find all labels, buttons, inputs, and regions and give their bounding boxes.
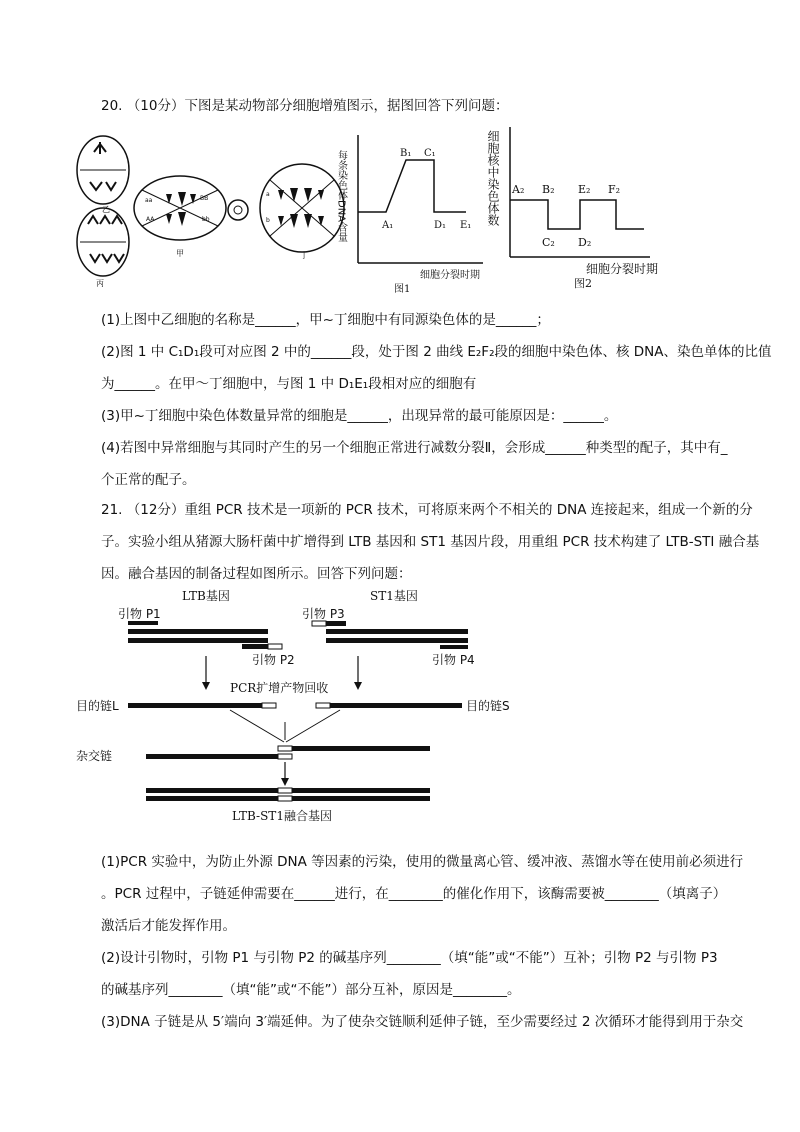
label-bb: bb	[202, 216, 210, 223]
q21-line-4: (2)设计引物时，引物 P1 与引物 P2 的碱基序列________（填“能”或“不能”）互补；引物 P2 与引物 P3	[101, 950, 718, 966]
chain-s-label: 目的链S	[466, 699, 510, 713]
q21-line-2: 。PCR 过程中，子链延伸需要在______进行，在________的催化作用下，该酶需要被________（填离子）	[101, 886, 727, 902]
pcr-recover-label: PCR扩增产物回收	[230, 681, 329, 695]
label-ding: 丁	[300, 251, 308, 260]
fusion-gene-label: LTB-ST1融合基因	[232, 809, 332, 823]
q20-line-2: (2)图 1 中 C₁D₁段可对应图 2 中的______段，处于图 2 曲线 E₂F₂段的细胞中染色体、核 DNA、染色单体的比值	[101, 344, 772, 360]
label-yi: 乙	[102, 205, 110, 214]
cell-division-diagram	[70, 130, 350, 290]
hybrid-chain-label: 杂交链	[76, 749, 113, 763]
q21-line-1: (1)PCR 实验中，为防止外源 DNA 等因素的污染，使用的微量离心管、缓冲液、蒸馏水等在使用前必须进行	[101, 854, 744, 870]
fig1-point-d1: D₁	[434, 220, 447, 231]
q21-line-3: 激活后才能发挥作用。	[101, 918, 236, 934]
fig2-point-c2: C₂	[542, 236, 555, 249]
fig1-xlabel: 细胞分裂时期	[420, 270, 480, 281]
fig1-point-a1: A₁	[382, 220, 394, 231]
q20-line-6: 个正常的配子。	[101, 472, 196, 488]
fig2-point-a2: A₂	[512, 183, 525, 196]
st1-gene-label: ST1基因	[370, 589, 418, 603]
figure-2-graph	[488, 125, 668, 290]
fig2-xlabel: 细胞分裂时期	[586, 262, 659, 276]
ltb-gene-label: LTB基因	[182, 589, 230, 603]
q20-line-3: 为______。在甲～丁细胞中，与图 1 中 D₁E₁段相对应的细胞有	[101, 376, 477, 392]
label-aa: aa	[145, 197, 153, 204]
fig1-point-b1: B₁	[400, 148, 412, 159]
fig2-point-b2: B₂	[542, 183, 555, 196]
fig2-point-d2: D₂	[578, 236, 592, 249]
q21-intro-3: 因。融合基因的制备过程如图所示。回答下列问题：	[101, 566, 412, 582]
primer-p4-label: 引物 P4	[432, 653, 475, 667]
q20-line-5: (4)若图中异常细胞与其同时产生的另一个细胞正常进行减数分裂Ⅱ，会形成______种类型的配子，其中有_	[101, 440, 728, 456]
fig2-caption: 图2	[574, 277, 592, 290]
label-AA: AA	[146, 216, 155, 223]
fig1-point-e1: E₁	[460, 220, 472, 231]
fig1-ylabel: 每条染色体DNA含量	[335, 150, 347, 243]
label-jia: 甲	[176, 249, 184, 258]
label-bing: 丙	[96, 279, 104, 288]
q21-intro-1: 21. （12分）重组 PCR 技术是一项新的 PCR 技术，可将原来两个不相关的 DNA 连接起来，组成一个新的分	[101, 502, 753, 518]
q21-line-6: (3)DNA 子链是从 5′端向 3′端延伸。为了使杂交链顺利延伸子链，至少需要经过 2 次循环才能得到用于杂交	[101, 1014, 744, 1030]
q20-header: 20. （10分）下图是某动物部分细胞增殖图示，据图回答下列问题：	[101, 98, 509, 114]
q20-line-1: (1)上图中乙细胞的名称是______，甲~丁细胞中有同源染色体的是______；	[101, 312, 550, 328]
primer-p1-label: 引物 P1	[118, 607, 161, 621]
primer-p2-label: 引物 P2	[252, 653, 295, 667]
figure-1-graph	[335, 130, 498, 300]
primer-p3-label: 引物 P3	[302, 607, 345, 621]
label-b: b	[266, 217, 270, 224]
fig2-ylabel: 细胞核中染色体数	[486, 130, 500, 226]
label-a: a	[266, 191, 270, 198]
fig1-point-c1: C₁	[424, 148, 436, 159]
chain-l-label: 目的链L	[76, 699, 119, 713]
q20-line-4: (3)甲~丁细胞中染色体数量异常的细胞是______，出现异常的最可能原因是：______。	[101, 408, 618, 424]
fig2-point-f2: F₂	[608, 183, 621, 196]
label-BB: BB	[200, 195, 209, 202]
fig2-point-e2: E₂	[578, 183, 591, 196]
q21-intro-2: 子。实验小组从猪源大肠杆菌中扩增得到 LTB 基因和 ST1 基因片段，用重组 PCR 技术构建了 LTB-STI 融合基	[101, 534, 760, 550]
q21-line-5: 的碱基序列________（填“能”或“不能”）部分互补，原因是________。	[101, 982, 521, 998]
fig1-caption: 图1	[394, 284, 411, 295]
pcr-fusion-diagram	[70, 582, 550, 824]
